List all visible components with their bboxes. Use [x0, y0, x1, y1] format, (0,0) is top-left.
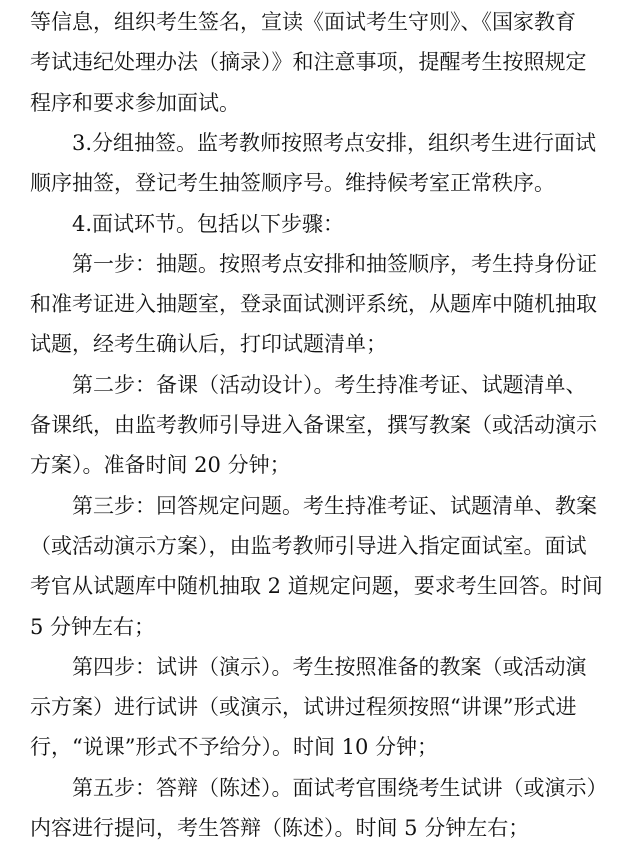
text-line: 考官从试题库中随机抽取 2 道规定问题，要求考生回答。时间 [30, 574, 603, 599]
text-line: 4.面试环节。包括以下步骤： [72, 211, 345, 236]
text-line: 3.分组抽签。监考教师按照考点安排，组织考生进行面试 [72, 130, 597, 155]
text-line: 等信息，组织考生签名，宣读《面试考生守则》、《国家教育 [30, 10, 576, 34]
text-line: 备课纸，由监考教师引导进入备课室，撰写教案（或活动演示 [30, 413, 597, 437]
text-line: 程序和要求参加面试。 [30, 90, 240, 115]
text-line: 内容进行提问，考生答辩（陈述）。时间 5 分钟左右； [30, 816, 530, 840]
text-line: 第四步：试讲（演示）。考生按照准备的教案（或活动演 [72, 654, 587, 679]
text-line: 行，“说课”形式不予给分）。时间 10 分钟； [30, 735, 439, 760]
text-line: 第二步：备课（活动设计）。考生持准考证、试题清单、 [72, 372, 587, 397]
text-line: （或活动演示方案），由监考教师引导进入指定面试室。面试 [30, 533, 587, 558]
text-line: 顺序抽签，登记考生抽签顺序号。维持候考室正常秩序。 [30, 171, 555, 196]
text-line: 考试违纪处理办法（摘录）》和注意事项，提醒考生按照规定 [30, 50, 587, 75]
text-line: 示方案）进行试讲（或演示，试讲过程须按照“讲课”形式进 [30, 695, 577, 720]
text-line: 和准考证进入抽题室，登录面试测评系统，从题库中随机抽取 [30, 292, 597, 317]
text-line: 5 分钟左右； [30, 614, 156, 639]
text-line: 试题，经考生确认后，打印试题清单； [30, 332, 387, 357]
text-line: 方案）。准备时间 20 分钟； [30, 453, 291, 478]
text-line: 第三步：回答规定问题。考生持准考证、试题清单、教案 [72, 493, 597, 518]
text-line: 第五步：答辩（陈述）。面试考官围绕考生试讲（或演示） [72, 775, 608, 800]
text-line: 第一步：抽题。按照考点安排和抽签顺序，考生持身份证 [72, 251, 597, 276]
